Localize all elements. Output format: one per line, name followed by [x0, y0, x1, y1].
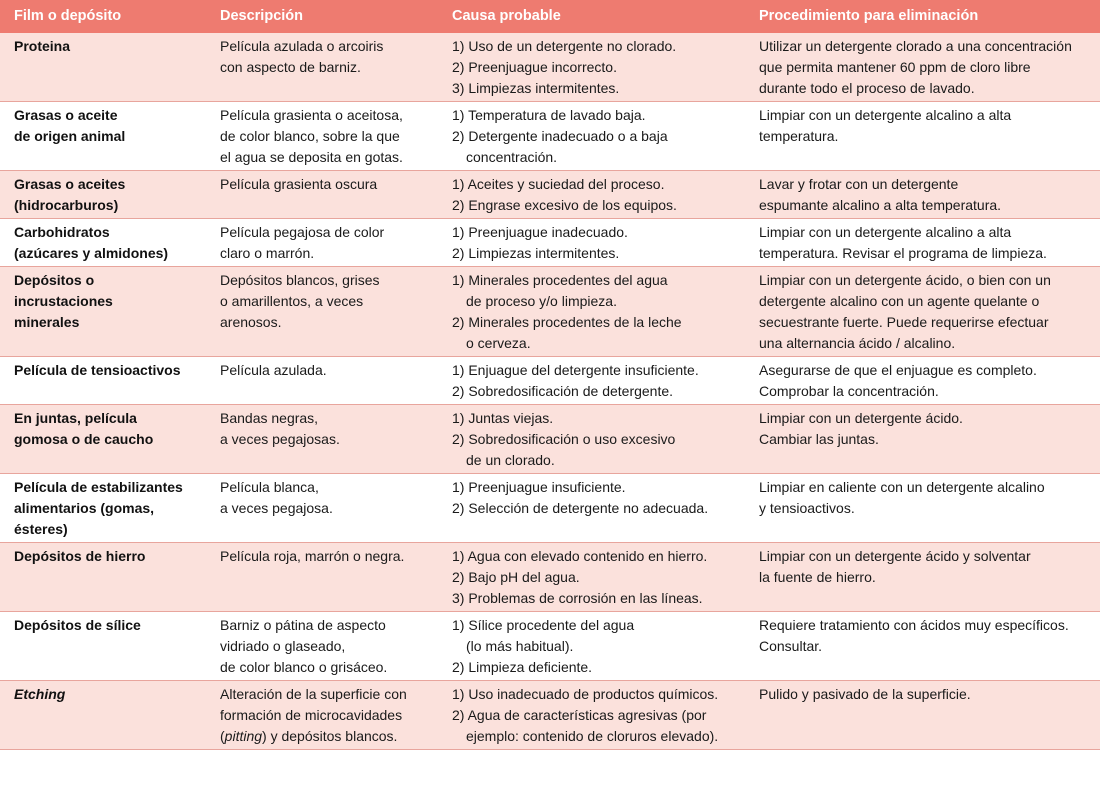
header-film: Film o depósito	[0, 0, 206, 33]
description-cell	[206, 612, 438, 681]
description-line: formación de microcavidades	[220, 707, 403, 723]
procedure-cell	[745, 474, 1100, 543]
film-line: (azúcares y almidones)	[14, 245, 169, 261]
film-line: alimentarios (gomas,	[14, 500, 155, 516]
cause-line: 2) Agua de características agresivas (por	[452, 707, 707, 723]
cause-line: concentración.	[466, 149, 558, 165]
cause-line: 2) Limpieza deficiente.	[452, 659, 593, 675]
description-line: (pitting) y depósitos blancos.	[220, 728, 398, 744]
film-line: Película de estabilizantes	[14, 479, 183, 495]
description-cell	[206, 267, 438, 357]
cause-cell	[438, 357, 745, 405]
procedure-cell	[745, 405, 1100, 474]
table-row	[0, 357, 1100, 405]
table-row	[0, 681, 1100, 750]
description-line: o amarillentos, a veces	[220, 293, 364, 309]
table-row	[0, 405, 1100, 474]
cause-line: de proceso y/o limpieza.	[466, 293, 617, 309]
film-cell	[0, 357, 206, 405]
film-cell	[0, 474, 206, 543]
cause-line: ejemplo: contenido de cloruros elevado).	[466, 728, 719, 744]
procedure-line: Limpiar con un detergente alcalino a alta	[759, 107, 1012, 123]
procedure-line: Requiere tratamiento con ácidos muy específicos.	[759, 617, 1069, 633]
description-line: a veces pegajosas.	[220, 431, 340, 447]
description-cell	[206, 33, 438, 102]
description-line: arenosos.	[220, 314, 282, 330]
cause-cell	[438, 102, 745, 171]
procedure-cell	[745, 219, 1100, 267]
procedure-line: Limpiar con un detergente ácido y solventar	[759, 548, 1031, 564]
procedure-cell	[745, 543, 1100, 612]
table-row	[0, 171, 1100, 219]
procedure-line: Limpiar con un detergente alcalino a alta	[759, 224, 1012, 240]
cause-line: 1) Enjuague del detergente insuficiente.	[452, 362, 699, 378]
description-line: Película grasienta o aceitosa,	[220, 107, 403, 123]
film-line: Grasas o aceite	[14, 107, 118, 123]
procedure-line: Limpiar con un detergente ácido, o bien con un	[759, 272, 1051, 288]
cause-line: 1) Aceites y suciedad del proceso.	[452, 176, 665, 192]
cause-cell	[438, 612, 745, 681]
procedure-line: y tensioactivos.	[759, 500, 855, 516]
procedure-line: Consultar.	[759, 638, 823, 654]
cause-cell	[438, 33, 745, 102]
cause-cell	[438, 405, 745, 474]
procedure-cell	[745, 681, 1100, 750]
table-row	[0, 474, 1100, 543]
description-line: Barniz o pátina de aspecto	[220, 617, 386, 633]
cause-cell	[438, 219, 745, 267]
procedure-line: que permita mantener 60 ppm de cloro libre	[759, 59, 1031, 75]
procedure-cell	[745, 357, 1100, 405]
table-row	[0, 267, 1100, 357]
procedure-cell	[745, 171, 1100, 219]
film-line: de origen animal	[14, 128, 126, 144]
description-line: Película azulada o arcoiris	[220, 38, 384, 54]
description-cell	[206, 357, 438, 405]
description-cell	[206, 219, 438, 267]
cause-line: 1) Sílice procedente del agua	[452, 617, 635, 633]
procedure-line: detergente alcalino con un agente quelante o	[759, 293, 1040, 309]
cause-cell	[438, 543, 745, 612]
cause-line: 1) Uso de un detergente no clorado.	[452, 38, 677, 54]
cause-line: 3) Problemas de corrosión en las líneas.	[452, 590, 703, 606]
film-line: Depósitos de hierro	[14, 548, 146, 564]
film-line: Película de tensioactivos	[14, 362, 181, 378]
cause-line: 2) Sobredosificación de detergente.	[452, 383, 674, 399]
description-cell	[206, 474, 438, 543]
description-cell	[206, 405, 438, 474]
cause-line: 1) Preenjuague inadecuado.	[452, 224, 628, 240]
description-cell	[206, 543, 438, 612]
cause-line: 1) Minerales procedentes del agua	[452, 272, 668, 288]
description-line: Película blanca,	[220, 479, 319, 495]
description-line: Bandas negras,	[220, 410, 319, 426]
film-line: (hidrocarburos)	[14, 197, 119, 213]
film-line: gomosa o de caucho	[14, 431, 154, 447]
table-row	[0, 102, 1100, 171]
description-line: Película roja, marrón o negra.	[220, 548, 405, 564]
cause-cell	[438, 171, 745, 219]
cause-line: 2) Preenjuague incorrecto.	[452, 59, 617, 75]
procedure-cell	[745, 612, 1100, 681]
cause-line: 2) Minerales procedentes de la leche	[452, 314, 682, 330]
table-body	[0, 33, 1100, 750]
film-cell	[0, 33, 206, 102]
procedure-line: Lavar y frotar con un detergente	[759, 176, 959, 192]
description-line: Película pegajosa de color	[220, 224, 385, 240]
header-procedure: Procedimiento para eliminación	[745, 0, 1100, 33]
procedure-line: temperatura. Revisar el programa de limpieza.	[759, 245, 1047, 261]
cause-line: 1) Juntas viejas.	[452, 410, 554, 426]
procedure-line: secuestrante fuerte. Puede requerirse efectuar	[759, 314, 1049, 330]
description-line: Película azulada.	[220, 362, 327, 378]
cause-line: o cerveza.	[466, 335, 531, 351]
film-cell	[0, 405, 206, 474]
procedure-line: Limpiar con un detergente ácido.	[759, 410, 963, 426]
film-line: Etching	[14, 686, 66, 702]
film-cell	[0, 612, 206, 681]
procedure-line: durante todo el proceso de lavado.	[759, 80, 975, 96]
film-line: Depósitos o	[14, 272, 95, 288]
description-line: de color blanco o grisáceo.	[220, 659, 388, 675]
table-row	[0, 543, 1100, 612]
cause-cell	[438, 681, 745, 750]
film-line: Grasas o aceites	[14, 176, 126, 192]
film-line: En juntas, película	[14, 410, 137, 426]
description-line: Depósitos blancos, grises	[220, 272, 380, 288]
procedure-cell	[745, 267, 1100, 357]
description-cell	[206, 171, 438, 219]
cause-line: (lo más habitual).	[466, 638, 574, 654]
procedure-line: Asegurarse de que el enjuague es completo.	[759, 362, 1037, 378]
procedure-line: Cambiar las juntas.	[759, 431, 879, 447]
procedure-line: temperatura.	[759, 128, 839, 144]
procedure-line: Comprobar la concentración.	[759, 383, 939, 399]
film-line: ésteres)	[14, 521, 68, 537]
cause-line: 1) Uso inadecuado de productos químicos.	[452, 686, 719, 702]
description-line: el agua se deposita en gotas.	[220, 149, 403, 165]
cause-line: 1) Temperatura de lavado baja.	[452, 107, 646, 123]
procedure-line: Limpiar en caliente con un detergente alcalino	[759, 479, 1045, 495]
film-line: Carbohidratos	[14, 224, 110, 240]
film-cell	[0, 681, 206, 750]
description-line: Alteración de la superficie con	[220, 686, 407, 702]
procedure-cell	[745, 102, 1100, 171]
table-row	[0, 219, 1100, 267]
table-row	[0, 612, 1100, 681]
cause-line: 3) Limpiezas intermitentes.	[452, 80, 620, 96]
description-line: Película grasienta oscura	[220, 176, 378, 192]
cause-line: 2) Limpiezas intermitentes.	[452, 245, 620, 261]
description-cell	[206, 681, 438, 750]
description-line: a veces pegajosa.	[220, 500, 333, 516]
procedure-line: espumante alcalino a alta temperatura.	[759, 197, 1002, 213]
procedure-cell	[745, 33, 1100, 102]
cause-line: 2) Detergente inadecuado o a baja	[452, 128, 668, 144]
cause-line: 2) Engrase excesivo de los equipos.	[452, 197, 677, 213]
procedure-line: Pulido y pasivado de la superficie.	[759, 686, 971, 702]
description-line: claro o marrón.	[220, 245, 315, 261]
film-cell	[0, 219, 206, 267]
film-cell	[0, 543, 206, 612]
film-line: minerales	[14, 314, 80, 330]
cause-line: 2) Sobredosificación o uso excesivo	[452, 431, 676, 447]
film-cell	[0, 267, 206, 357]
film-line: Depósitos de sílice	[14, 617, 141, 633]
cause-line: 2) Selección de detergente no adecuada.	[452, 500, 709, 516]
film-line: Proteina	[14, 38, 71, 54]
film-line: incrustaciones	[14, 293, 113, 309]
table-row	[0, 33, 1100, 102]
film-cell	[0, 171, 206, 219]
description-line: vidriado o glaseado,	[220, 638, 346, 654]
header-description: Descripción	[206, 0, 438, 33]
cause-line: de un clorado.	[466, 452, 555, 468]
pitting-term: pitting	[224, 728, 263, 744]
description-line: con aspecto de barniz.	[220, 59, 361, 75]
header-row	[0, 0, 1100, 33]
cause-line: 1) Preenjuague insuficiente.	[452, 479, 626, 495]
description-cell	[206, 102, 438, 171]
header-cause: Causa probable	[438, 0, 745, 33]
cause-cell	[438, 474, 745, 543]
procedure-line: la fuente de hierro.	[759, 569, 876, 585]
cause-cell	[438, 267, 745, 357]
film-cell	[0, 102, 206, 171]
cause-line: 2) Bajo pH del agua.	[452, 569, 580, 585]
table-header	[0, 0, 1100, 33]
cause-line: 1) Agua con elevado contenido en hierro.	[452, 548, 708, 564]
description-line: de color blanco, sobre la que	[220, 128, 400, 144]
procedure-line: una alternancia ácido / alcalino.	[759, 335, 956, 351]
procedure-line: Utilizar un detergente clorado a una concentración	[759, 38, 1072, 54]
